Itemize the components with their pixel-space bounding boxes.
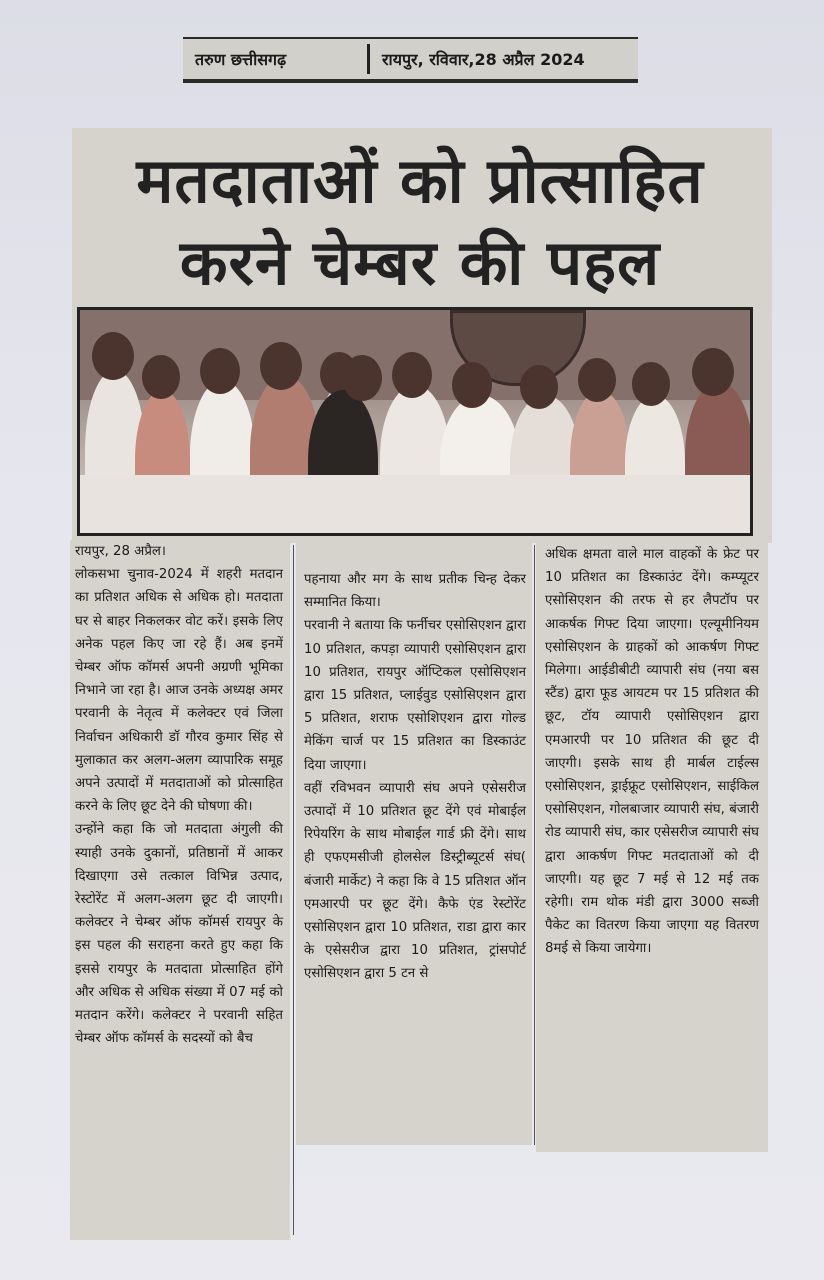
masthead — [183, 37, 638, 83]
headline — [85, 140, 755, 304]
newspaper-name: तरुण छत्तीसगढ़ — [195, 50, 287, 69]
person-head — [260, 342, 302, 390]
article-column-1: रायपुर, 28 अप्रैल। लोकसभा चुनाव-2024 में शहरी मतदान का प्रतिशत अधिक से अधिक हो। मतदाता घर से बाहर निकलकर वोट करें। इसके लिए अनेक पहल किए जा रहे हैं। अब इनमें चेम्बर ऑफ कॉमर्स अपनी अग्रणी भूमिका निभाने जा रहा है। आज उनके अध्यक्ष अमर परवानी के नेतृत्व में कलेक्टर एवं जिला निर्वाचन अधिकारी डॉ गौरव कुमार सिंह से मुलाकात कर अलग-अलग व्यापारिक समूह अपने उत्पादों में मतदाताओं को प्रोत्साहित करने के लिए छूट देने की घोषणा की। उन्होंने कहा कि जो मतदाता अंगुली की स्याही उनके दुकानों, प्रतिष्ठानों में आकर दिखाएगा उसे तत्काल विभिन्न उत्पाद, रेस्टोरेंट में अलग-अलग छूट दी जाएगी। कलेक्टर ने चेम्बर ऑफ कॉमर्स रायपुर के इस पहल की सराहना करते हुए कहा कि इससे रायपुर के मतदाता प्रोत्साहित होंगे और अधिक से अधिक संख्या में 07 मई को मतदान करेंगे। कलेक्टर ने परवानी सहित चेम्बर ऑफ कॉमर्स के सदस्यों को बैच — [75, 544, 283, 1047]
person-head — [520, 365, 558, 409]
column-divider — [293, 545, 294, 1235]
dateline: रायपुर, रविवार,28 अप्रैल 2024 — [382, 50, 585, 69]
person-head — [142, 355, 180, 399]
column-divider — [534, 545, 535, 1145]
headline-line-1: मतदाताओं को प्रोत्साहित — [136, 144, 704, 217]
photo-foreground-table — [80, 475, 750, 536]
person-head — [452, 362, 492, 408]
person-head — [632, 362, 670, 406]
article-column-2: पहनाया और मग के साथ प्रतीक चिन्ह देकर सम्मानित किया। परवानी ने बताया कि फर्नीचर एसोसिएशन द्वारा 10 प्रतिशत, कपड़ा व्यापारी एसोसिएशन द्वारा 10 प्रतिशत, रायपुर ऑप्टिकल एसोसिएशन द्वारा 15 प्रतिशत, प्लाईवुड एसोसिएशन द्वारा 5 प्रतिशत, शराफ एसोशिएशन द्वारा गोल्ड मेकिंग चार्ज पर 15 प्रतिशत का डिस्काउंट दिया जाएगा। वहीं रविभवन व्यापारी संघ अपने एसेसरीज उत्पादों में 10 प्रतिशत छूट देंगे एवं मोबाईल रिपेयरिंग के साथ मोबाईल गार्ड फ्री देंगे। साथ ही एफएमसीजी होलसेल डिस्ट्रीब्यूटर्स संघ( बंजारी मार्केट) ने कहा कि वे 15 प्रतिशत ऑन एमआरपी पर छूट देंगे। कैफे एंड रेस्टोरेंट एसोसिएशन द्वारा 10 प्रतिशत, राडा द्वारा कार के एसेसरीज द्वारा 10 प्रतिशत, ट्रांसपोर्ट एसोसिएशन द्वारा 5 टन से — [304, 572, 526, 982]
person-head — [578, 358, 616, 402]
person-head — [200, 348, 240, 394]
person-head — [692, 348, 734, 396]
masthead-divider — [367, 44, 370, 74]
headline-line-2: करने चेम्बर की पहल — [179, 226, 661, 299]
person-head — [392, 352, 432, 398]
article-column-3: अधिक क्षमता वाले माल वाहकों के फ्रेट पर 10 प्रतिशत का डिस्काउंट देंगे। कम्प्यूटर एसोसिएशन की तरफ से हर लैपटॉप पर आकर्षक गिफ्ट दिया जाएगा। एल्यूमीनियम एसोसिएशन के ग्राहकों को आकर्षण गिफ्ट मिलेगा। आईडीबीटी व्यापारी संघ (नया बस स्टैंड) द्वारा फूड आयटम पर 15 प्रतिशत की छूट, टॉय व्यापारी एसोसिएशन द्वारा एमआरपी पर 10 प्रतिशत की छूट दी जाएगी। इसके साथ ही मार्बल टाईल्स एसोसिएशन, ड्राईफ्रूट एसोसिएशन, साईकिल एसोसिएशन, गोलबाजार व्यापारी संघ, बंजारी रोड व्यापारी संघ, कार एसेसरीज व्यापारी संघ द्वारा आकर्षण गिफ्ट मतदाताओं को दी जाएगी। यह छूट 7 मई से 12 मई तक रहेगी। राम थोक मंडी द्वारा 3000 सब्जी पैकेट का वितरण किया जाएगा यह वितरण 8मई से किया जायेगा। — [545, 547, 759, 957]
person-head — [342, 355, 382, 401]
news-photo — [77, 307, 753, 536]
person-head — [92, 332, 134, 380]
